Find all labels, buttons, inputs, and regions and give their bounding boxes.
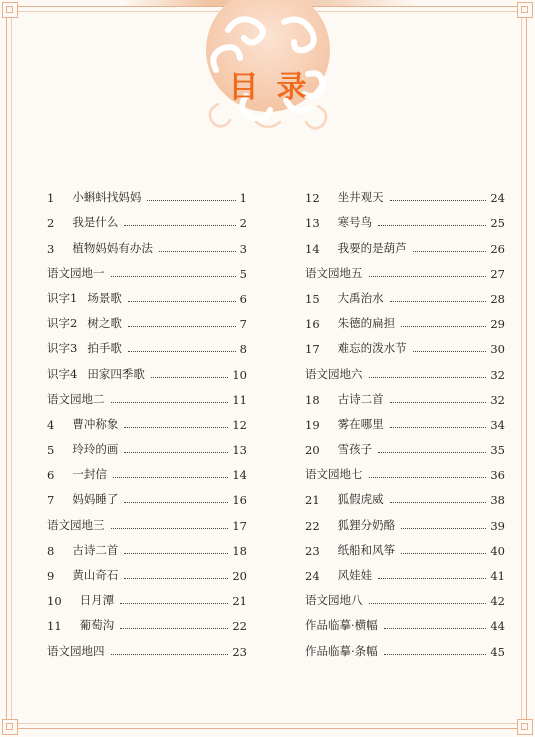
toc-entry <box>47 583 247 608</box>
toc-entry-number: 17 <box>305 342 320 357</box>
toc-entry-title: 风娃娃 <box>337 568 373 582</box>
toc-entry-page: 5 <box>239 266 247 281</box>
toc-entry <box>47 180 247 205</box>
toc-entry-page: 41 <box>490 569 505 583</box>
toc-entry <box>47 482 247 507</box>
toc-entry <box>47 382 247 407</box>
toc-leader-dots <box>124 577 228 579</box>
toc-entry-number: 12 <box>305 191 320 206</box>
corner-ornament-bottom-right <box>517 719 533 735</box>
toc-entry-page: 38 <box>490 493 505 508</box>
toc-entry-title: 语文园地一 <box>47 265 105 280</box>
toc-entry-page: 12 <box>232 417 247 432</box>
toc-entry-title: 狐狸分奶酪 <box>337 517 396 532</box>
toc-leader-dots <box>147 199 235 201</box>
toc-entry-number: 1 <box>47 191 55 206</box>
toc-entry <box>47 356 247 381</box>
toc-entry-title: 拍手歌 <box>87 341 122 356</box>
toc-column-right <box>305 180 505 659</box>
toc-entry-page: 7 <box>239 317 247 332</box>
toc-entry-title: 古诗二首 <box>337 391 384 406</box>
toc-entry-title: 语文园地五 <box>305 265 363 280</box>
toc-entry-page: 17 <box>232 518 247 533</box>
toc-entry-title: 妈妈睡了 <box>72 492 119 507</box>
toc-entry-page: 8 <box>239 342 247 357</box>
toc-entry-number: 13 <box>305 216 320 231</box>
toc-entry-title: 纸船和风筝 <box>337 542 396 557</box>
toc-entry <box>47 633 247 658</box>
toc-entry-page: 21 <box>232 594 247 609</box>
toc-entry <box>305 608 505 633</box>
toc-entry <box>47 256 247 281</box>
toc-entry-title: 语文园地二 <box>47 391 105 406</box>
toc-leader-dots <box>401 527 486 529</box>
toc-entry <box>47 205 247 230</box>
toc-entry <box>305 356 505 381</box>
toc-entry-page: 32 <box>490 367 505 382</box>
toc-entry <box>305 457 505 482</box>
toc-entry-page: 27 <box>490 266 505 281</box>
toc-leader-dots <box>390 300 487 302</box>
toc-entry-title: 雾在哪里 <box>337 416 384 431</box>
toc-entry-page: 18 <box>232 543 247 558</box>
toc-entry-title: 场景歌 <box>87 290 122 305</box>
toc-entry-title: 语文园地四 <box>47 643 105 658</box>
toc-entry-page: 24 <box>490 191 505 206</box>
toc-entry-number: 9 <box>47 569 55 583</box>
toc-entry <box>305 407 505 432</box>
toc-entry-title: 作品临摹·条幅 <box>305 643 378 658</box>
toc-entry-title: 难忘的泼水节 <box>337 341 407 356</box>
toc-leader-dots <box>120 627 228 629</box>
toc-column-left <box>47 180 247 659</box>
toc-entry <box>305 633 505 658</box>
toc-entry-page: 6 <box>239 291 247 306</box>
toc-leader-dots <box>390 199 487 201</box>
toc-entry-page: 10 <box>232 367 247 382</box>
page-title: 目录 <box>228 70 325 105</box>
toc-leader-dots <box>111 401 229 403</box>
toc-entry <box>47 507 247 532</box>
toc-entry-page: 32 <box>490 392 505 407</box>
toc-entry-title: 一封信 <box>72 467 107 482</box>
toc-entry-page: 1 <box>239 191 247 206</box>
toc-leader-dots <box>124 552 228 554</box>
toc-entry-number: 10 <box>47 594 62 609</box>
toc-entry <box>47 306 247 331</box>
toc-leader-dots <box>369 275 487 277</box>
toc-entry-number: 16 <box>305 317 320 332</box>
toc-entry-number: 18 <box>305 392 320 407</box>
toc-entry <box>305 281 505 306</box>
toc-leader-dots <box>124 426 228 428</box>
toc-entry-page: 3 <box>239 241 247 256</box>
toc-entry-title: 寒号鸟 <box>337 215 373 230</box>
toc-entry <box>47 230 247 255</box>
toc-entry-title: 朱德的扁担 <box>337 316 396 331</box>
toc-entry-number: 识字1 <box>47 290 78 305</box>
toc-leader-dots <box>128 350 236 352</box>
toc-entry-number: 15 <box>305 291 320 306</box>
toc-leader-dots <box>390 501 487 503</box>
toc-entry-page: 25 <box>490 216 505 231</box>
toc-leader-dots <box>369 376 487 378</box>
toc-leader-dots <box>378 451 486 453</box>
toc-entry-title: 葡萄沟 <box>79 618 115 633</box>
toc-leader-dots <box>159 250 236 252</box>
toc-entry-page: 30 <box>490 342 505 357</box>
toc-entry <box>305 583 505 608</box>
toc-entry-number: 19 <box>305 417 320 432</box>
toc-leader-dots <box>390 426 487 428</box>
toc-entry-title: 玲玲的画 <box>72 442 119 457</box>
toc-entry-number: 识字2 <box>47 316 78 331</box>
toc-entry-page: 39 <box>490 518 505 533</box>
toc-entry-number: 识字4 <box>47 366 78 381</box>
toc-entry-page: 40 <box>490 543 505 558</box>
toc-entry-page: 28 <box>490 291 505 306</box>
toc-entry-page: 22 <box>232 619 247 634</box>
toc-entry <box>305 306 505 331</box>
toc-entry-page: 23 <box>232 644 247 659</box>
toc-leader-dots <box>401 325 486 327</box>
toc-entry-title: 植物妈妈有办法 <box>72 240 153 255</box>
toc-entry-page: 14 <box>232 468 247 483</box>
corner-ornament-top-left <box>2 2 18 18</box>
toc-entry-number: 11 <box>47 619 62 634</box>
corner-ornament-bottom-left <box>2 719 18 735</box>
toc-entry-page: 26 <box>490 241 505 256</box>
toc-entry-title: 大禹治水 <box>337 290 384 305</box>
toc-entry-title: 狐假虎威 <box>337 492 384 507</box>
toc-leader-dots <box>384 627 487 629</box>
toc-leader-dots <box>124 451 228 453</box>
toc-entry-number: 3 <box>47 241 55 256</box>
toc-entry-page: 29 <box>490 317 505 332</box>
toc-leader-dots <box>124 501 228 503</box>
toc-entry-title: 小蝌蚪找妈妈 <box>72 190 142 205</box>
toc-entry <box>305 432 505 457</box>
toc-entry <box>47 331 247 356</box>
toc-entry-number: 22 <box>305 518 320 533</box>
toc-entry-number: 24 <box>305 569 320 583</box>
toc-entry <box>305 180 505 205</box>
toc-leader-dots <box>124 224 235 226</box>
toc-entry-title: 语文园地六 <box>305 366 363 381</box>
toc-entry-page: 13 <box>232 443 247 458</box>
toc-entry-number: 2 <box>47 216 55 231</box>
toc-entry-number: 5 <box>47 443 55 458</box>
toc-entry-page: 11 <box>232 392 247 407</box>
toc-entry-title: 田家四季歌 <box>87 366 145 381</box>
toc-leader-dots <box>113 476 229 478</box>
toc-leader-dots <box>111 653 229 655</box>
toc-entry-page: 42 <box>490 594 505 609</box>
toc-entry-page: 44 <box>490 619 505 634</box>
toc-entry <box>47 457 247 482</box>
toc-entry-number: 7 <box>47 493 55 508</box>
toc-leader-dots <box>413 250 487 252</box>
toc-leader-dots <box>111 527 229 529</box>
toc-entry <box>305 331 505 356</box>
toc-entry-title: 我要的是葫芦 <box>337 240 407 255</box>
toc-entry-page: 36 <box>490 468 505 483</box>
toc-entry-title: 日月潭 <box>79 593 115 608</box>
toc-leader-dots <box>120 602 228 604</box>
toc-entry-title: 古诗二首 <box>72 542 119 557</box>
toc-entry-title: 我是什么 <box>72 215 119 230</box>
toc-leader-dots <box>378 224 486 226</box>
toc-leader-dots <box>111 275 236 277</box>
toc-entry-title: 曹冲称象 <box>72 416 119 431</box>
toc-entry-number: 6 <box>47 468 55 483</box>
toc-entry-number: 14 <box>305 241 320 256</box>
toc-entry <box>305 205 505 230</box>
toc-leader-dots <box>369 476 487 478</box>
toc-entry <box>305 507 505 532</box>
toc-entry-number: 23 <box>305 543 320 558</box>
toc-entry-title: 雪孩子 <box>337 442 373 457</box>
toc-entry <box>47 407 247 432</box>
toc-entry-number: 识字3 <box>47 341 78 356</box>
toc-entry <box>305 382 505 407</box>
toc-leader-dots <box>378 577 486 579</box>
toc-leader-dots <box>128 300 236 302</box>
toc-entry-page: 20 <box>232 569 247 583</box>
toc-leader-dots <box>401 552 486 554</box>
toc-entry <box>47 533 247 558</box>
toc-entry-title: 语文园地三 <box>47 517 105 532</box>
toc-entry-title: 语文园地七 <box>305 467 363 482</box>
toc-leader-dots <box>384 653 487 655</box>
toc-entry-page: 16 <box>232 493 247 508</box>
toc-entry <box>305 482 505 507</box>
toc-entry-number: 20 <box>305 443 320 458</box>
toc-entry <box>47 281 247 306</box>
toc-entry-number: 4 <box>47 417 55 432</box>
toc-entry-title: 语文园地八 <box>305 593 363 608</box>
toc-entry-title: 作品临摹·横幅 <box>305 618 378 633</box>
toc-leader-dots <box>413 350 487 352</box>
toc-entry-number: 8 <box>47 543 55 558</box>
toc-entry-page: 35 <box>490 443 505 458</box>
toc-entry-number: 21 <box>305 493 320 508</box>
toc-entry <box>305 256 505 281</box>
toc-leader-dots <box>390 401 487 403</box>
toc-leader-dots <box>369 602 487 604</box>
toc-entry <box>305 558 505 583</box>
toc-entry-title: 坐井观天 <box>337 190 384 205</box>
toc-leader-dots <box>128 325 236 327</box>
toc-entry <box>47 608 247 633</box>
toc-entry <box>47 558 247 583</box>
toc-entry-page: 2 <box>239 216 247 231</box>
toc-entry-title: 树之歌 <box>87 316 122 331</box>
toc-entry <box>305 533 505 558</box>
toc-entry-page: 45 <box>490 644 505 659</box>
toc-leader-dots <box>151 376 229 378</box>
corner-ornament-top-right <box>517 2 533 18</box>
toc-entry-page: 34 <box>490 417 505 432</box>
toc-entry <box>47 432 247 457</box>
toc-entry <box>305 230 505 255</box>
toc-entry-title: 黄山奇石 <box>72 568 119 582</box>
